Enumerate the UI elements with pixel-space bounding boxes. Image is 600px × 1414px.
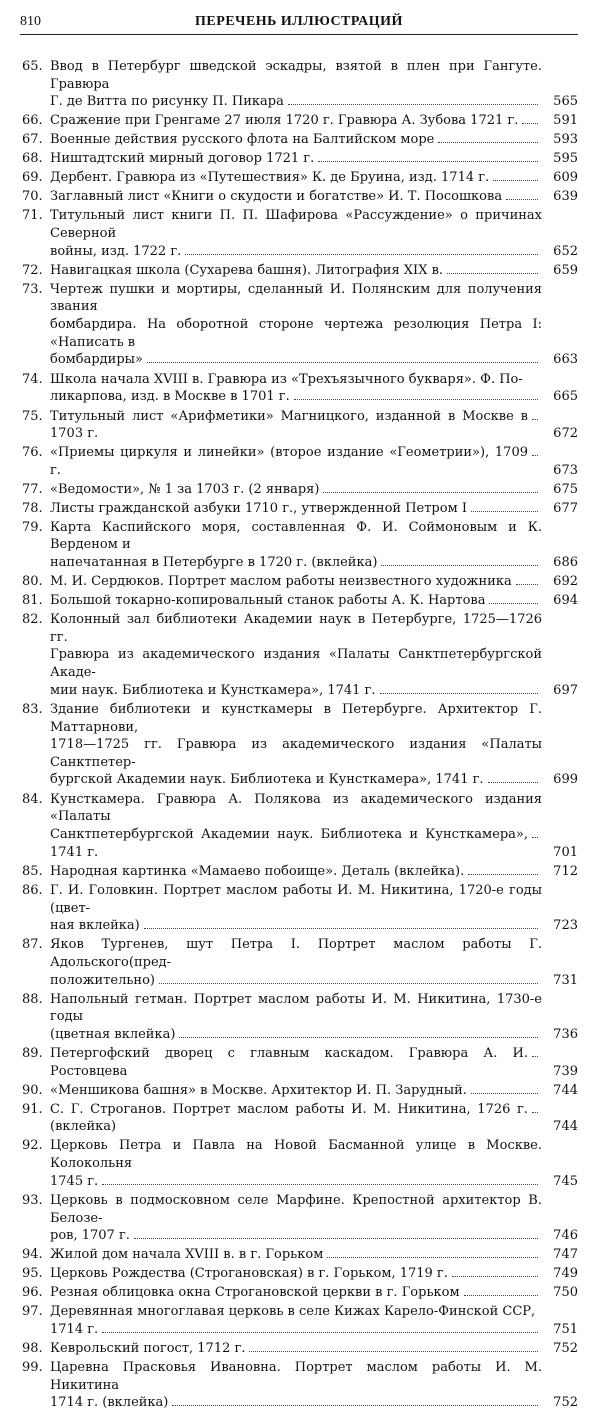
dot-leader	[471, 511, 538, 512]
item-title	[50, 573, 542, 591]
list-item	[22, 188, 578, 206]
item-page-number: 752	[553, 1341, 578, 1357]
item-title-line: 1745 г.	[50, 1173, 99, 1189]
list-item	[22, 1359, 578, 1412]
item-title-line: Церковь в подмосковном селе Марфине. Крепостной архитектор В. Белозе-	[50, 1192, 542, 1226]
item-number: 69.	[22, 170, 43, 186]
dot-leader	[438, 142, 538, 143]
item-number: 68.	[22, 151, 43, 167]
item-title	[50, 58, 542, 111]
item-number: 78.	[22, 500, 43, 516]
list-item	[22, 1284, 578, 1302]
item-number: 91.	[22, 1101, 43, 1117]
item-number: 72.	[22, 262, 43, 278]
item-number: 99.	[22, 1360, 43, 1376]
list-item	[22, 863, 578, 881]
item-title	[50, 481, 542, 499]
running-title: ПЕРЕЧЕНЬ ИЛЛЮСТРАЦИЙ	[195, 14, 403, 29]
item-page-number: 692	[553, 574, 578, 590]
item-title-line: Колонный зал библиотеки Академии наук в Петербурге, 1725—1726 гг.	[50, 612, 542, 645]
item-title	[50, 1045, 542, 1080]
item-title	[50, 1265, 542, 1283]
item-title	[50, 131, 542, 149]
item-number: 79.	[22, 519, 43, 535]
list-item	[22, 1137, 578, 1190]
item-title	[50, 863, 542, 881]
item-page-number: 699	[553, 772, 578, 788]
dot-leader	[516, 584, 538, 585]
list-item	[22, 371, 578, 406]
item-number: 97.	[22, 1304, 43, 1320]
list-item	[22, 408, 578, 443]
item-title	[50, 150, 542, 168]
dot-leader	[381, 565, 538, 566]
dot-leader	[522, 123, 538, 124]
dot-leader	[134, 1238, 538, 1239]
dot-leader	[323, 492, 538, 493]
item-number: 76.	[22, 445, 43, 461]
item-title-line: Дербент. Гравюра из «Путешествия» К. де Бруина, изд. 1714 г.	[50, 170, 490, 186]
item-title-line: Гравюра из академического издания «Палаты Санктпетербургской Акаде-	[50, 647, 542, 680]
dot-leader	[147, 362, 538, 363]
item-page-number: 751	[553, 1321, 578, 1337]
item-title-line: Чертеж пушки и мортиры, сделанный И. Полянским для получения звания	[50, 281, 542, 315]
item-number: 92.	[22, 1138, 43, 1154]
dot-leader	[468, 874, 538, 875]
list-item	[22, 701, 578, 789]
item-title-line: Ништадтский мирный договор 1721 г.	[50, 151, 315, 167]
item-title	[50, 592, 542, 610]
item-title-line: Заглавный лист «Книги о скудости и богатстве» И. Т. Посошкова	[50, 189, 503, 205]
item-number: 71.	[22, 208, 43, 224]
item-title-line: Санктпетербургской Академии наук. Библиотека и Кунсткамера», 1741 г.	[50, 827, 528, 860]
item-title-line: войны, изд. 1722 г.	[50, 243, 182, 259]
item-title-line: Навигацкая школа (Сухарева башня). Литография XIX в.	[50, 262, 444, 278]
list-item	[22, 500, 578, 518]
item-number: 98.	[22, 1341, 43, 1357]
item-title-line: напечатанная в Петербурге в 1720 г. (вклейка)	[50, 554, 378, 570]
item-number: 73.	[22, 281, 43, 297]
item-title-line: Резная облицовка окна Строгановской церкви в г. Горьком	[50, 1285, 460, 1301]
item-title-line: Сражение при Гренгаме 27 июля 1720 г. Гравюра А. Зубова 1721 г.	[50, 113, 519, 129]
item-number: 88.	[22, 991, 43, 1007]
item-title-line: Здание библиотеки и кунсткамеры в Петербурге. Архитектор Г. Маттарнови,	[50, 702, 542, 735]
dot-leader	[327, 1257, 538, 1258]
item-number: 83.	[22, 702, 43, 717]
item-number: 75.	[22, 408, 43, 424]
item-page-number: 677	[553, 500, 578, 516]
dot-leader	[185, 254, 538, 255]
item-page-number: 659	[553, 262, 578, 278]
item-title	[50, 1101, 542, 1136]
dot-leader	[532, 1056, 538, 1057]
dot-leader	[489, 603, 538, 604]
list-item	[22, 169, 578, 187]
dot-leader	[318, 161, 538, 162]
list-item	[22, 573, 578, 591]
item-title-line: Титульный лист «Арифметики» Магницкого, изданной в Москве в 1703 г.	[50, 408, 528, 442]
list-item	[22, 519, 578, 572]
item-title-line: мии наук. Библиотека и Кунсткамера», 1741 г.	[50, 682, 376, 698]
item-page-number: 712	[553, 863, 578, 879]
dot-leader	[471, 1093, 538, 1094]
item-title-line: Карта Каспийского моря, составленная Ф. И. Соймоновым и К. Верденом и	[50, 519, 542, 553]
item-title-line: положительно)	[50, 972, 155, 988]
item-title	[50, 791, 542, 861]
dot-leader	[144, 928, 538, 929]
dot-leader	[294, 399, 538, 400]
list-item	[22, 791, 578, 861]
item-title	[50, 1137, 542, 1190]
item-title	[50, 281, 542, 369]
item-title-line: Г. И. Головкин. Портрет маслом работы И. М. Никитина, 1720-е годы (цвет-	[50, 882, 542, 916]
item-number: 65.	[22, 59, 43, 74]
item-page-number: 591	[553, 113, 578, 129]
item-title	[50, 500, 542, 518]
item-title	[50, 936, 542, 989]
item-title	[50, 1340, 542, 1358]
dot-leader	[288, 104, 538, 105]
item-title-line: бомбардира. На оборотной стороне чертежа резолюция Петра I: «Написать в	[50, 317, 542, 350]
item-title-line: Петергофский дворец с главным каскадом. Гравюра А. И. Ростовцева	[50, 1046, 528, 1079]
list-item	[22, 1082, 578, 1100]
item-page-number: 665	[553, 389, 578, 405]
item-title-line: 1714 г. (вклейка)	[50, 1395, 169, 1411]
item-title	[50, 444, 542, 479]
item-number: 74.	[22, 371, 43, 387]
item-page-number: 672	[553, 426, 578, 442]
list-item	[22, 481, 578, 499]
item-title-line: Яков Тургенев, шут Петра I. Портрет маслом работы Г. Адольского(пред-	[50, 937, 542, 970]
item-page-number: 745	[553, 1173, 578, 1189]
item-page-number: 673	[553, 462, 578, 478]
item-page-number: 639	[553, 189, 578, 205]
list-item	[22, 1101, 578, 1136]
item-title-line: Ввод в Петербург шведской эскадры, взятой в плен при Гангуте. Гравюра	[50, 59, 542, 92]
item-title-line: «Приемы циркуля и линейки» (второе издание «Геометрии»), 1709 г.	[50, 445, 528, 478]
illustration-list	[22, 58, 578, 1414]
item-number: 82.	[22, 612, 43, 628]
item-title-line: ная вклейка)	[50, 918, 140, 934]
item-title	[50, 188, 542, 206]
item-page-number: 731	[553, 972, 578, 988]
item-page-number: 744	[553, 1082, 578, 1098]
dot-leader	[532, 837, 538, 838]
dot-leader	[179, 1037, 538, 1038]
list-item	[22, 131, 578, 149]
item-page-number: 701	[553, 844, 578, 860]
item-title-line: бургской Академии наук. Библиотека и Кунсткамера», 1741 г.	[50, 772, 484, 788]
dot-leader	[532, 419, 538, 420]
item-title-line: Деревянная многоглавая церковь в селе Кижах Карело-Финской ССР,	[50, 1304, 536, 1320]
list-item	[22, 207, 578, 260]
item-page-number: 686	[553, 554, 578, 570]
running-header	[20, 12, 578, 35]
item-title-line: Царевна Прасковья Ивановна. Портрет маслом работы И. М. Никитина	[50, 1360, 542, 1393]
dot-leader	[464, 1295, 538, 1296]
item-title	[50, 262, 542, 280]
list-item	[22, 936, 578, 989]
item-number: 87.	[22, 937, 43, 953]
item-page-number: 565	[553, 94, 578, 110]
list-item	[22, 1303, 578, 1338]
item-number: 89.	[22, 1046, 43, 1062]
dot-leader	[102, 1184, 538, 1185]
item-title-line: Школа начала XVIII в. Гравюра из «Трехъязычного букваря». Ф. По-	[50, 371, 523, 387]
item-title-line: Листы гражданской азбуки 1710 г., утвержденной Петром I	[50, 500, 467, 516]
list-item	[22, 592, 578, 610]
item-number: 70.	[22, 189, 43, 205]
dot-leader	[493, 180, 538, 181]
dot-leader	[249, 1351, 538, 1352]
item-title-line: М. И. Сердюков. Портрет маслом работы неизвестного художника	[50, 574, 512, 590]
item-page-number: 609	[553, 170, 578, 186]
item-number: 77.	[22, 481, 43, 497]
item-title	[50, 1359, 542, 1412]
item-number: 96.	[22, 1285, 43, 1301]
item-number: 93.	[22, 1192, 43, 1208]
item-title-line: ров, 1707 г.	[50, 1228, 130, 1244]
item-title-line: Титульный лист книги П. П. Шафирова «Рассуждение» о причинах Северной	[50, 208, 542, 241]
item-title-line: С. Г. Строганов. Портрет маслом работы И. М. Никитина, 1726 г. (вклейка)	[50, 1101, 528, 1135]
list-item	[22, 281, 578, 369]
dot-leader	[506, 199, 538, 200]
list-item	[22, 1192, 578, 1245]
item-number: 90.	[22, 1082, 43, 1098]
item-number: 85.	[22, 863, 43, 879]
item-page-number: 744	[553, 1119, 578, 1135]
item-number: 84.	[22, 791, 43, 807]
item-title-line: Кунсткамера. Гравюра А. Полякова из академического издания «Палаты	[50, 791, 542, 825]
item-number: 66.	[22, 113, 43, 129]
dot-leader	[102, 1332, 538, 1333]
list-item	[22, 444, 578, 479]
item-title-line: Г. де Витта по рисунку П. Пикара	[50, 94, 284, 110]
item-number: 67.	[22, 132, 43, 148]
item-page-number: 736	[553, 1027, 578, 1043]
list-item	[22, 150, 578, 168]
item-title-line: бомбардиры»	[50, 352, 143, 368]
page-number: 810	[20, 14, 41, 29]
item-title	[50, 1246, 542, 1264]
item-page-number: 723	[553, 918, 578, 934]
item-title	[50, 1303, 542, 1338]
item-title-line: Большой токарно-копировальный станок работы А. К. Нартова	[50, 593, 486, 609]
item-title	[50, 112, 542, 130]
item-title	[50, 882, 542, 935]
item-number: 81.	[22, 593, 43, 609]
item-page-number: 697	[553, 682, 578, 698]
item-number: 95.	[22, 1266, 43, 1282]
item-title	[50, 207, 542, 260]
list-item	[22, 611, 578, 699]
item-title	[50, 701, 542, 789]
list-item	[22, 1340, 578, 1358]
item-title-line: Кеврольский погост, 1712 г.	[50, 1341, 246, 1357]
item-title-line: (цветная вклейка)	[50, 1027, 176, 1043]
dot-leader	[532, 455, 538, 456]
item-page-number: 750	[553, 1285, 578, 1301]
item-page-number: 746	[553, 1228, 578, 1244]
dot-leader	[380, 693, 539, 694]
item-page-number: 593	[553, 132, 578, 148]
item-page-number: 694	[553, 593, 578, 609]
item-title-line: «Ведомости», № 1 за 1703 г. (2 января)	[50, 481, 320, 497]
item-title	[50, 519, 542, 572]
item-page-number: 652	[553, 243, 578, 259]
dot-leader	[172, 1405, 538, 1406]
item-title-line: 1718—1725 гг. Гравюра из академического издания «Палаты Санктпетер-	[50, 737, 542, 770]
item-title-line: Напольный гетман. Портрет маслом работы И. М. Никитина, 1730-е годы	[50, 991, 542, 1025]
dot-leader	[447, 273, 538, 274]
item-title	[50, 1082, 542, 1100]
item-title	[50, 408, 542, 443]
item-number: 94.	[22, 1247, 43, 1263]
item-title	[50, 1284, 542, 1302]
item-title	[50, 169, 542, 187]
item-title	[50, 371, 542, 406]
list-item	[22, 991, 578, 1044]
item-page-number: 747	[553, 1247, 578, 1263]
list-item	[22, 1246, 578, 1264]
item-number: 80.	[22, 574, 43, 590]
list-item	[22, 112, 578, 130]
item-number: 86.	[22, 882, 43, 898]
item-page-number: 663	[553, 352, 578, 368]
item-title	[50, 611, 542, 699]
item-title-line: Военные действия русского флота на Балтийском море	[50, 132, 435, 148]
list-item	[22, 1265, 578, 1283]
list-item	[22, 262, 578, 280]
list-item	[22, 882, 578, 935]
dot-leader	[488, 782, 538, 783]
item-page-number: 595	[553, 151, 578, 167]
dot-leader	[452, 1276, 538, 1277]
item-title-line: Церковь Петра и Павла на Новой Басманной улице в Москве. Колокольня	[50, 1138, 542, 1172]
item-title	[50, 1192, 542, 1245]
list-item	[22, 1045, 578, 1080]
item-title-line: Жилой дом начала XVIII в. в г. Горьком	[50, 1247, 324, 1263]
item-page-number: 675	[553, 481, 578, 497]
item-title-line: ликарпова, изд. в Москве в 1701 г.	[50, 389, 290, 405]
dot-leader	[532, 1112, 538, 1113]
dot-leader	[159, 983, 538, 984]
list-item	[22, 58, 578, 111]
item-title	[50, 991, 542, 1044]
item-page-number: 739	[553, 1063, 578, 1079]
item-page-number: 752	[553, 1395, 578, 1411]
item-title-line: «Меншикова башня» в Москве. Архитектор И. П. Зарудный.	[50, 1082, 467, 1098]
item-title-line: Церковь Рождества (Строгановская) в г. Горьком, 1719 г.	[50, 1266, 448, 1282]
item-title-line: 1714 г.	[50, 1321, 99, 1337]
item-page-number: 749	[553, 1266, 578, 1282]
item-title-line: Народная картинка «Мамаево побоище». Деталь (вклейка).	[50, 863, 465, 879]
